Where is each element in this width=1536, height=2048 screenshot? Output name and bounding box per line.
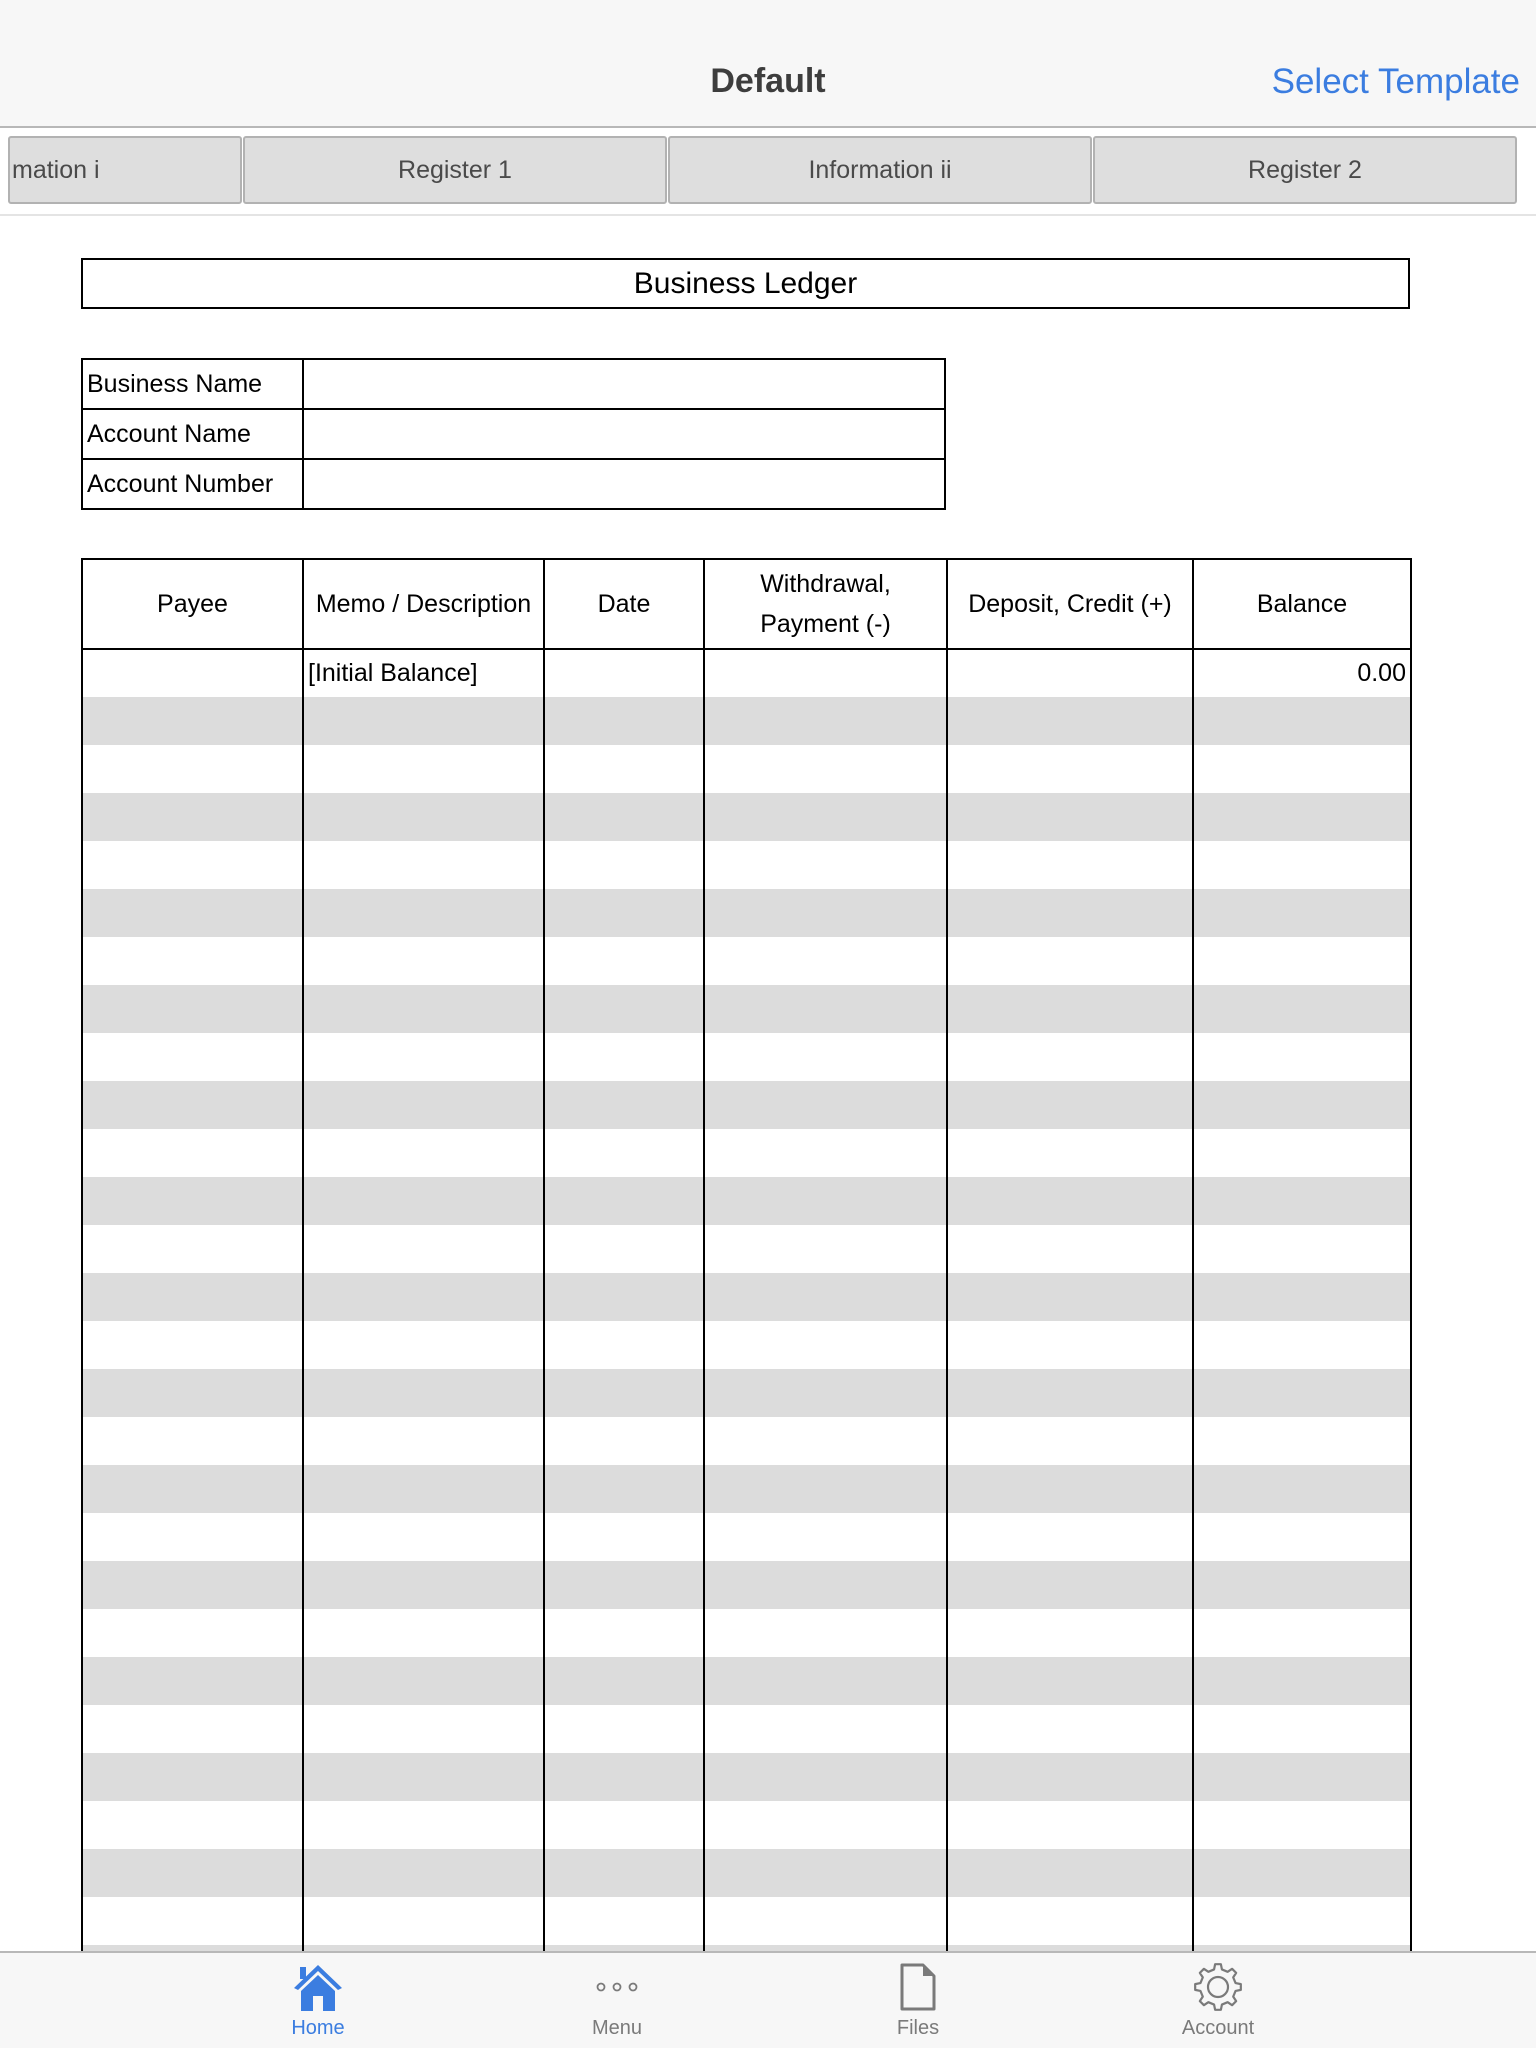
home-icon xyxy=(238,1959,398,2015)
toolbar-files[interactable] xyxy=(838,1959,998,2047)
payee-cell[interactable] xyxy=(82,793,303,841)
table-row xyxy=(82,1177,1411,1225)
tab-register-1[interactable] xyxy=(243,136,667,204)
toolbar-label: Home xyxy=(291,2017,345,2039)
memo-cell[interactable] xyxy=(303,1801,544,1849)
memo-cell[interactable]: [Initial Balance] xyxy=(303,649,544,697)
column-header-deposit[interactable]: Deposit, Credit (+) xyxy=(947,559,1193,649)
deposit-cell[interactable] xyxy=(947,985,1193,1033)
table-row xyxy=(82,745,1411,793)
withdrawal-cell[interactable] xyxy=(704,649,947,697)
column-header-withdrawal[interactable] xyxy=(704,559,947,649)
withdrawal-cell[interactable] xyxy=(704,1081,947,1129)
memo-cell[interactable] xyxy=(303,1849,544,1897)
withdrawal-cell[interactable] xyxy=(704,1609,947,1657)
deposit-cell[interactable] xyxy=(947,1705,1193,1753)
deposit-cell[interactable] xyxy=(947,1129,1193,1177)
toolbar-label: Files xyxy=(896,2017,940,2039)
tab-information-ii[interactable] xyxy=(668,136,1092,204)
bottom-tab-bar xyxy=(0,1951,1536,2048)
memo-cell[interactable] xyxy=(303,1609,544,1657)
select-template-button[interactable]: Select Template xyxy=(1271,62,1520,101)
tab-label: Information ii xyxy=(808,155,952,184)
table-row xyxy=(82,1561,1411,1609)
balance-cell[interactable] xyxy=(1193,1417,1411,1465)
memo-cell[interactable] xyxy=(303,1417,544,1465)
withdrawal-cell[interactable] xyxy=(704,1657,947,1705)
deposit-cell[interactable] xyxy=(947,1753,1193,1801)
table-row xyxy=(82,1801,1411,1849)
memo-cell[interactable] xyxy=(303,1513,544,1561)
deposit-cell[interactable] xyxy=(947,1321,1193,1369)
date-cell[interactable] xyxy=(544,1513,704,1561)
payee-cell[interactable] xyxy=(82,1705,303,1753)
date-cell[interactable] xyxy=(544,1369,704,1417)
balance-cell[interactable] xyxy=(1193,841,1411,889)
withdrawal-cell[interactable] xyxy=(704,1273,947,1321)
column-header-date[interactable]: Date xyxy=(544,559,704,649)
deposit-cell[interactable] xyxy=(947,1897,1193,1945)
table-row xyxy=(82,1129,1411,1177)
deposit-cell[interactable] xyxy=(947,1561,1193,1609)
table-row xyxy=(82,1513,1411,1561)
date-cell[interactable] xyxy=(544,841,704,889)
withdrawal-cell[interactable] xyxy=(704,985,947,1033)
deposit-cell[interactable] xyxy=(947,1273,1193,1321)
info-row-account-number xyxy=(82,459,945,509)
payee-cell[interactable] xyxy=(82,1177,303,1225)
withdrawal-cell[interactable] xyxy=(704,1177,947,1225)
withdrawal-cell[interactable] xyxy=(704,1513,947,1561)
account-number-field[interactable] xyxy=(303,459,945,509)
payee-cell[interactable] xyxy=(82,1369,303,1417)
balance-cell[interactable] xyxy=(1193,1801,1411,1849)
tab-information-i[interactable] xyxy=(8,136,242,204)
memo-cell[interactable] xyxy=(303,1753,544,1801)
navigation-bar xyxy=(0,0,1536,128)
payee-cell[interactable] xyxy=(82,985,303,1033)
date-cell[interactable] xyxy=(544,697,704,745)
tab-label: Register 2 xyxy=(1248,155,1362,184)
table-row xyxy=(82,1849,1411,1897)
date-cell[interactable] xyxy=(544,1081,704,1129)
table-row xyxy=(82,841,1411,889)
memo-cell[interactable] xyxy=(303,1705,544,1753)
balance-cell[interactable] xyxy=(1193,1561,1411,1609)
table-row xyxy=(82,937,1411,985)
date-cell[interactable] xyxy=(544,1417,704,1465)
date-cell[interactable] xyxy=(544,1177,704,1225)
memo-cell[interactable] xyxy=(303,889,544,937)
balance-cell[interactable] xyxy=(1193,1081,1411,1129)
withdrawal-cell[interactable] xyxy=(704,1225,947,1273)
deposit-cell[interactable] xyxy=(947,1657,1193,1705)
balance-cell[interactable] xyxy=(1193,1273,1411,1321)
memo-cell[interactable] xyxy=(303,1129,544,1177)
deposit-cell[interactable] xyxy=(947,1177,1193,1225)
withdrawal-cell[interactable] xyxy=(704,1753,947,1801)
balance-cell[interactable] xyxy=(1193,1753,1411,1801)
withdrawal-cell[interactable] xyxy=(704,1321,947,1369)
withdrawal-cell[interactable] xyxy=(704,697,947,745)
date-cell[interactable] xyxy=(544,1129,704,1177)
date-cell[interactable] xyxy=(544,1465,704,1513)
ledger-title[interactable]: Business Ledger xyxy=(81,258,1410,309)
toolbar-home[interactable] xyxy=(238,1959,398,2047)
payee-cell[interactable] xyxy=(82,1897,303,1945)
column-header-balance[interactable]: Balance xyxy=(1193,559,1411,649)
memo-cell[interactable] xyxy=(303,841,544,889)
date-cell[interactable] xyxy=(544,1609,704,1657)
payee-cell[interactable] xyxy=(82,745,303,793)
deposit-cell[interactable] xyxy=(947,649,1193,697)
payee-cell[interactable] xyxy=(82,1321,303,1369)
payee-cell[interactable] xyxy=(82,1081,303,1129)
payee-cell[interactable] xyxy=(82,1801,303,1849)
balance-cell[interactable] xyxy=(1193,1369,1411,1417)
memo-cell[interactable] xyxy=(303,1321,544,1369)
deposit-cell[interactable] xyxy=(947,937,1193,985)
table-row xyxy=(82,1609,1411,1657)
deposit-cell[interactable] xyxy=(947,889,1193,937)
date-cell[interactable] xyxy=(544,1801,704,1849)
table-row xyxy=(82,1465,1411,1513)
payee-cell[interactable] xyxy=(82,841,303,889)
deposit-cell[interactable] xyxy=(947,1849,1193,1897)
table-row xyxy=(82,793,1411,841)
payee-cell[interactable] xyxy=(82,649,303,697)
table-row xyxy=(82,1321,1411,1369)
date-cell[interactable] xyxy=(544,1321,704,1369)
payee-cell[interactable] xyxy=(82,1849,303,1897)
table-row xyxy=(82,1081,1411,1129)
business-name-label[interactable]: Business Name xyxy=(82,359,303,409)
deposit-cell[interactable] xyxy=(947,841,1193,889)
date-cell[interactable] xyxy=(544,1897,704,1945)
deposit-cell[interactable] xyxy=(947,793,1193,841)
table-row xyxy=(82,889,1411,937)
balance-cell[interactable] xyxy=(1193,937,1411,985)
toolbar-label: Account xyxy=(1181,2017,1255,2039)
date-cell[interactable] xyxy=(544,1225,704,1273)
table-row xyxy=(82,1033,1411,1081)
table-row xyxy=(82,1417,1411,1465)
memo-cell[interactable] xyxy=(303,745,544,793)
withdrawal-cell[interactable] xyxy=(704,1465,947,1513)
withdrawal-cell[interactable] xyxy=(704,745,947,793)
memo-cell[interactable] xyxy=(303,1897,544,1945)
payee-cell[interactable] xyxy=(82,1609,303,1657)
memo-cell[interactable] xyxy=(303,1561,544,1609)
balance-cell[interactable] xyxy=(1193,889,1411,937)
withdrawal-cell[interactable] xyxy=(704,1801,947,1849)
page-title: Default xyxy=(710,62,826,100)
memo-cell[interactable] xyxy=(303,1225,544,1273)
withdrawal-header-line-2: Payment (-) xyxy=(760,610,891,638)
more-icon xyxy=(537,1959,697,2015)
payee-cell[interactable] xyxy=(82,1465,303,1513)
balance-cell[interactable] xyxy=(1193,1513,1411,1561)
deposit-cell[interactable] xyxy=(947,697,1193,745)
deposit-cell[interactable] xyxy=(947,1225,1193,1273)
memo-cell[interactable] xyxy=(303,1273,544,1321)
date-cell[interactable] xyxy=(544,1561,704,1609)
column-header-payee[interactable]: Payee xyxy=(82,559,303,649)
date-cell[interactable] xyxy=(544,985,704,1033)
withdrawal-cell[interactable] xyxy=(704,793,947,841)
memo-cell[interactable] xyxy=(303,985,544,1033)
account-info-table xyxy=(81,358,946,510)
toolbar-menu[interactable] xyxy=(537,1959,697,2047)
payee-cell[interactable] xyxy=(82,1273,303,1321)
info-row-business-name xyxy=(82,359,945,409)
toolbar-account[interactable] xyxy=(1138,1959,1298,2047)
withdrawal-cell[interactable] xyxy=(704,1561,947,1609)
date-cell[interactable] xyxy=(544,649,704,697)
balance-cell[interactable] xyxy=(1193,793,1411,841)
info-row-account-name xyxy=(82,409,945,459)
payee-cell[interactable] xyxy=(82,1225,303,1273)
table-row xyxy=(82,1225,1411,1273)
memo-cell[interactable] xyxy=(303,1657,544,1705)
account-number-label[interactable]: Account Number xyxy=(82,459,303,509)
withdrawal-header-line-1: Withdrawal, xyxy=(760,570,891,598)
tab-label: Register 1 xyxy=(398,155,512,184)
gear-icon xyxy=(1138,1959,1298,2015)
withdrawal-cell[interactable] xyxy=(704,1849,947,1897)
deposit-cell[interactable] xyxy=(947,1465,1193,1513)
memo-cell[interactable] xyxy=(303,793,544,841)
sheet-tab-bar[interactable] xyxy=(0,130,1536,216)
date-cell[interactable] xyxy=(544,745,704,793)
tab-register-2[interactable] xyxy=(1093,136,1517,204)
payee-cell[interactable] xyxy=(82,889,303,937)
balance-cell[interactable] xyxy=(1193,1129,1411,1177)
balance-cell[interactable] xyxy=(1193,985,1411,1033)
date-cell[interactable] xyxy=(544,793,704,841)
memo-cell[interactable] xyxy=(303,1369,544,1417)
memo-cell[interactable] xyxy=(303,937,544,985)
table-row xyxy=(82,1705,1411,1753)
account-name-field[interactable] xyxy=(303,409,945,459)
date-cell[interactable] xyxy=(544,1849,704,1897)
table-row xyxy=(82,649,1411,697)
payee-cell[interactable] xyxy=(82,1129,303,1177)
ledger-table xyxy=(81,558,1412,1951)
payee-cell[interactable] xyxy=(82,1513,303,1561)
table-row xyxy=(82,1897,1411,1945)
deposit-cell[interactable] xyxy=(947,1369,1193,1417)
deposit-cell[interactable] xyxy=(947,1609,1193,1657)
memo-cell[interactable] xyxy=(303,1465,544,1513)
balance-cell[interactable] xyxy=(1193,1177,1411,1225)
memo-cell[interactable] xyxy=(303,1177,544,1225)
date-cell[interactable] xyxy=(544,1273,704,1321)
memo-cell[interactable] xyxy=(303,1081,544,1129)
memo-cell[interactable] xyxy=(303,697,544,745)
table-row xyxy=(82,1753,1411,1801)
date-cell[interactable] xyxy=(544,1033,704,1081)
date-cell[interactable] xyxy=(544,1657,704,1705)
date-cell[interactable] xyxy=(544,889,704,937)
balance-cell[interactable] xyxy=(1193,1609,1411,1657)
deposit-cell[interactable] xyxy=(947,1513,1193,1561)
balance-cell[interactable] xyxy=(1193,1705,1411,1753)
date-cell[interactable] xyxy=(544,1705,704,1753)
deposit-cell[interactable] xyxy=(947,1033,1193,1081)
withdrawal-cell[interactable] xyxy=(704,841,947,889)
payee-cell[interactable] xyxy=(82,1561,303,1609)
withdrawal-cell[interactable] xyxy=(704,889,947,937)
withdrawal-cell[interactable] xyxy=(704,937,947,985)
memo-cell[interactable] xyxy=(303,1033,544,1081)
column-header-memo[interactable]: Memo / Description xyxy=(303,559,544,649)
withdrawal-cell[interactable] xyxy=(704,1705,947,1753)
account-name-label[interactable]: Account Name xyxy=(82,409,303,459)
file-icon xyxy=(838,1959,998,2015)
payee-cell[interactable] xyxy=(82,697,303,745)
payee-cell[interactable] xyxy=(82,1657,303,1705)
withdrawal-cell[interactable] xyxy=(704,1033,947,1081)
withdrawal-cell[interactable] xyxy=(704,1417,947,1465)
table-row xyxy=(82,1369,1411,1417)
date-cell[interactable] xyxy=(544,1753,704,1801)
payee-cell[interactable] xyxy=(82,1033,303,1081)
balance-cell[interactable] xyxy=(1193,697,1411,745)
date-cell[interactable] xyxy=(544,937,704,985)
ledger-header-row xyxy=(82,559,1411,649)
deposit-cell[interactable] xyxy=(947,1417,1193,1465)
payee-cell[interactable] xyxy=(82,937,303,985)
deposit-cell[interactable] xyxy=(947,745,1193,793)
table-row xyxy=(82,697,1411,745)
payee-cell[interactable] xyxy=(82,1417,303,1465)
withdrawal-cell[interactable] xyxy=(704,1369,947,1417)
toolbar-label: Menu xyxy=(591,2017,643,2039)
table-row xyxy=(82,985,1411,1033)
balance-cell[interactable] xyxy=(1193,1033,1411,1081)
tab-label: mation i xyxy=(12,155,100,184)
payee-cell[interactable] xyxy=(82,1753,303,1801)
deposit-cell[interactable] xyxy=(947,1801,1193,1849)
balance-cell[interactable]: 0.00 xyxy=(1193,649,1411,697)
balance-cell[interactable] xyxy=(1193,1849,1411,1897)
balance-cell[interactable] xyxy=(1193,1225,1411,1273)
spreadsheet-area[interactable] xyxy=(0,218,1536,1951)
balance-cell[interactable] xyxy=(1193,1321,1411,1369)
withdrawal-cell[interactable] xyxy=(704,1897,947,1945)
business-name-field[interactable] xyxy=(303,359,945,409)
balance-cell[interactable] xyxy=(1193,1897,1411,1945)
balance-cell[interactable] xyxy=(1193,745,1411,793)
withdrawal-cell[interactable] xyxy=(704,1129,947,1177)
table-row xyxy=(82,1273,1411,1321)
deposit-cell[interactable] xyxy=(947,1081,1193,1129)
table-row xyxy=(82,1657,1411,1705)
balance-cell[interactable] xyxy=(1193,1657,1411,1705)
balance-cell[interactable] xyxy=(1193,1465,1411,1513)
